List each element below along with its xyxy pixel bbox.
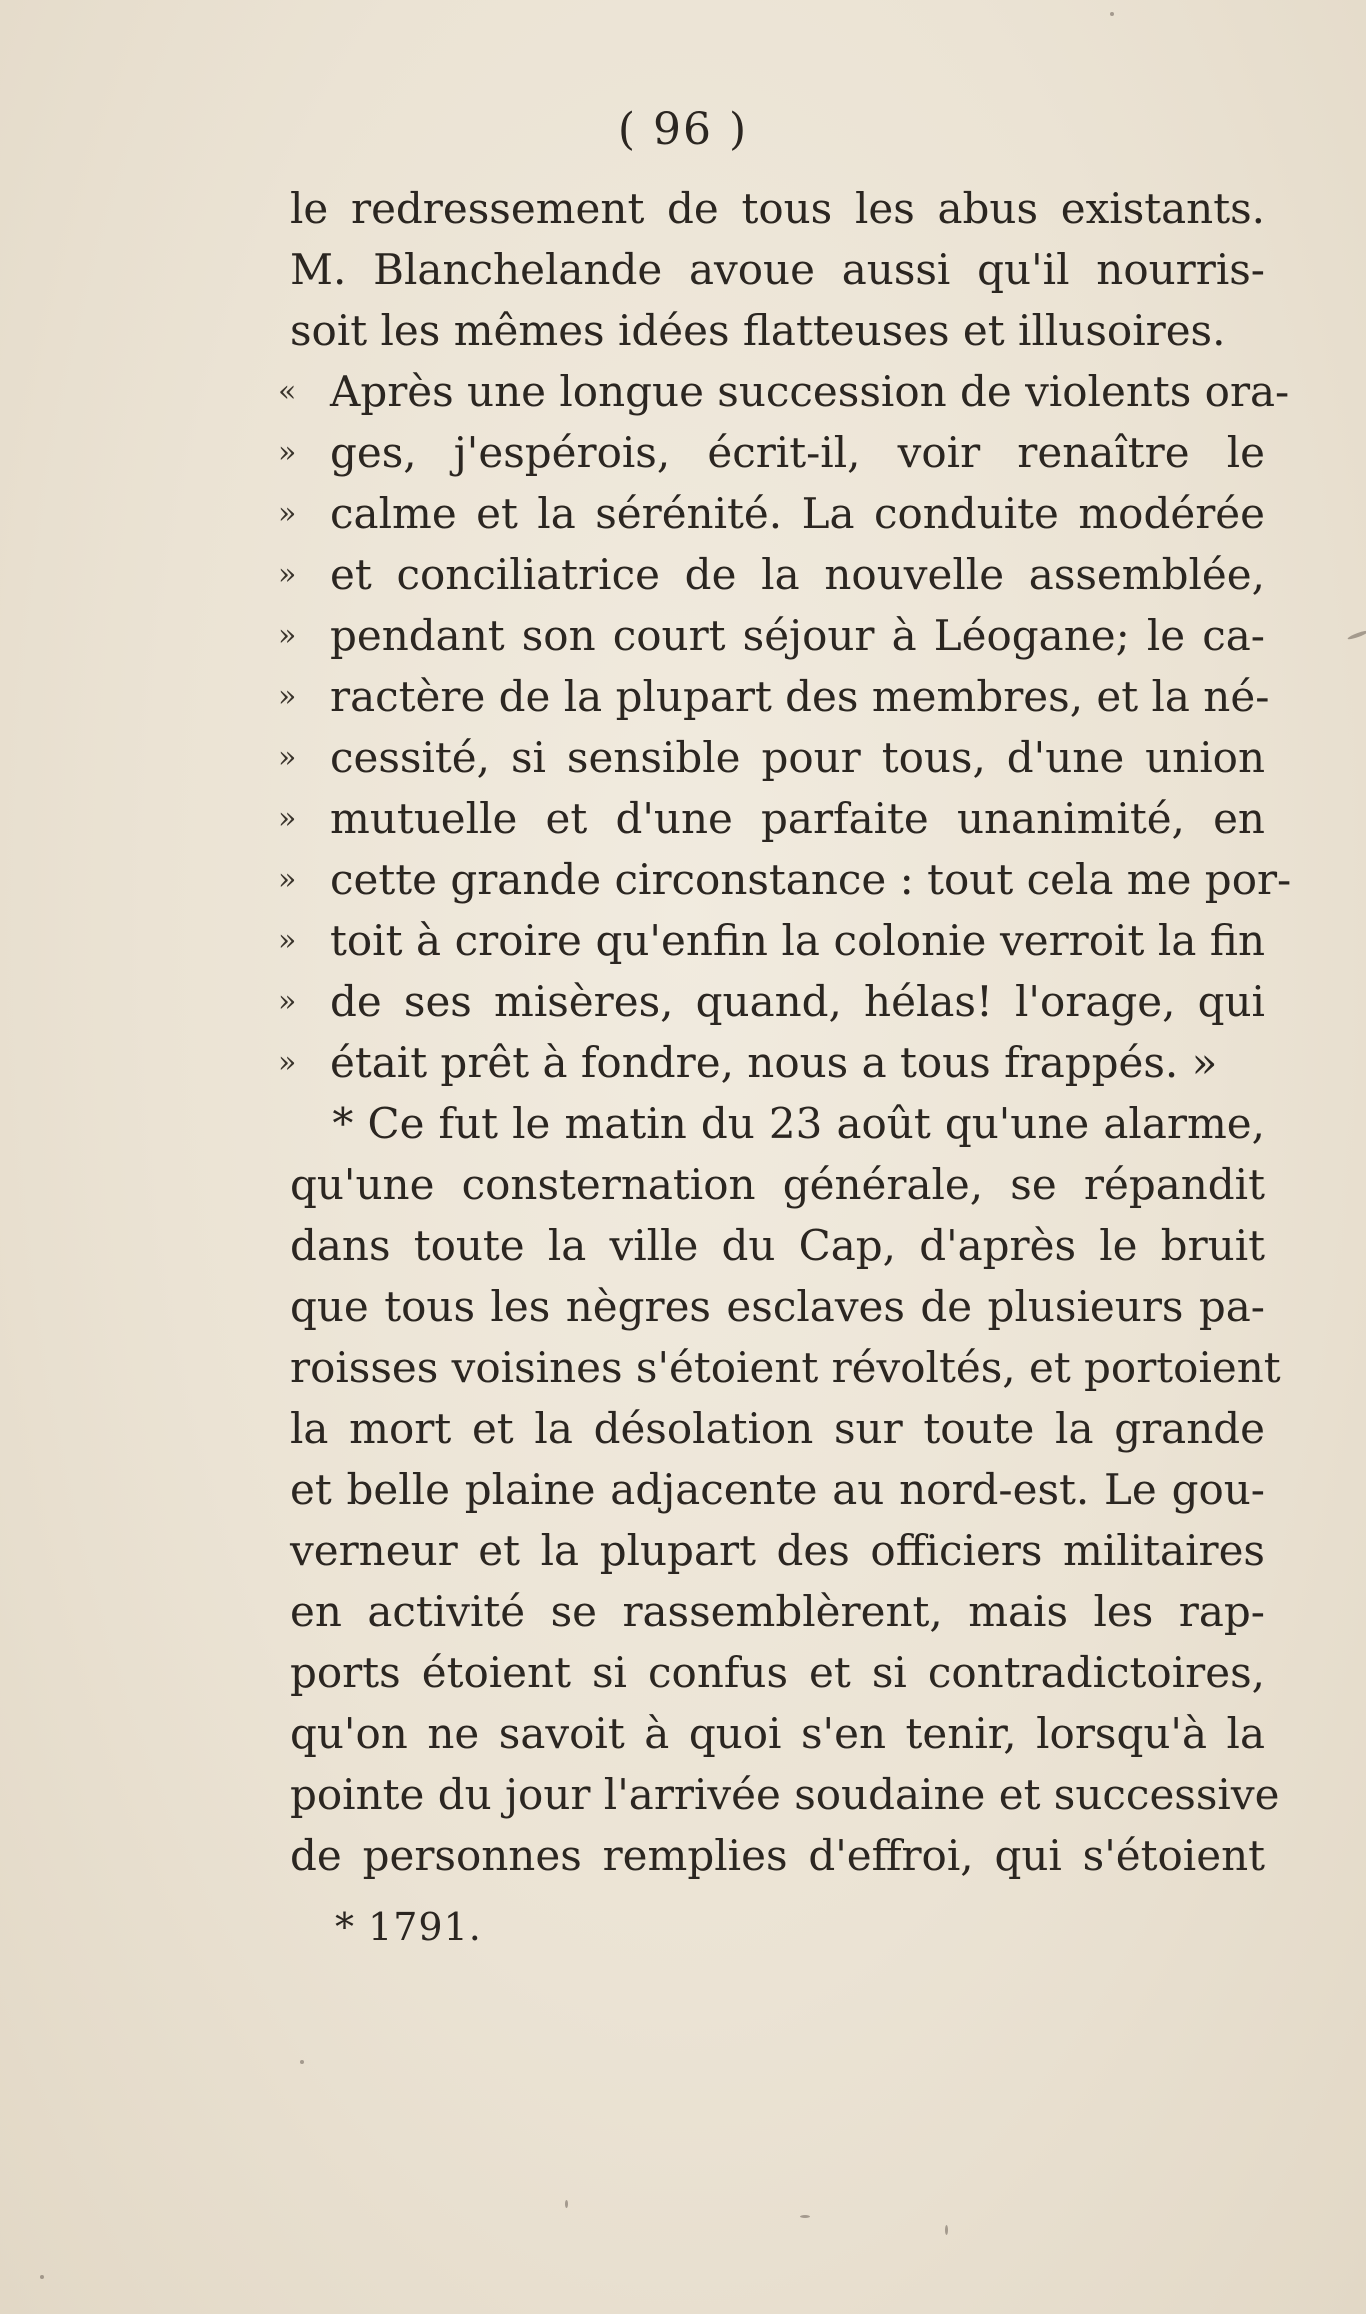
quote-text: de ses misères, quand, hélas! l'orage, qui xyxy=(330,977,1265,1026)
paragraph-line-13: de personnes remplies d'effroi, qui s'étoient xyxy=(290,1831,1265,1880)
paragraph-line-3: dans toute la ville du Cap, d'après le bruit xyxy=(290,1221,1265,1270)
opening-guillemet: « xyxy=(278,374,297,409)
quote-text: cessité, si sensible pour tous, d'une union xyxy=(330,733,1265,782)
quote-text: ges, j'espérois, écrit-il, voir renaître le xyxy=(330,428,1265,477)
paragraph-line-5: roisses voisines s'étoient révoltés, et portoient xyxy=(290,1343,1281,1392)
paragraph-line-1: * Ce fut le matin du 23 août qu'une alarme, xyxy=(290,1099,1265,1148)
paragraph-line-4: que tous les nègres esclaves de plusieurs pa- xyxy=(290,1282,1265,1331)
quote-text: était prêt à fondre, nous a tous frappés. » xyxy=(330,1038,1218,1087)
paper-speck xyxy=(1347,629,1366,640)
paper-speck xyxy=(1110,12,1114,16)
quote-line-2 xyxy=(278,422,1265,483)
quote-text: mutuelle et d'une parfaite unanimité, en xyxy=(330,794,1265,843)
quote-line-1 xyxy=(278,361,1290,422)
quote-text: Après une longue succession de violents ora- xyxy=(330,367,1290,416)
guillemet: » xyxy=(278,618,297,653)
guillemet: » xyxy=(278,557,297,592)
quote-text: cette grande circonstance : tout cela me por- xyxy=(330,855,1292,904)
paragraph-line-7: et belle plaine adjacente au nord-est. Le gou- xyxy=(290,1465,1265,1514)
paragraph-line-11: qu'on ne savoit à quoi s'en tenir, lorsqu'à la xyxy=(290,1709,1265,1758)
paper-speck xyxy=(40,2275,44,2279)
quote-line-12 xyxy=(278,1032,1265,1093)
guillemet: » xyxy=(278,1045,297,1080)
footnote: * 1791. xyxy=(335,1905,482,1949)
quote-line-11 xyxy=(278,971,1265,1032)
quote-text: et conciliatrice de la nouvelle assemblée, xyxy=(330,550,1265,599)
paragraph-line-12: pointe du jour l'arrivée soudaine et successive xyxy=(290,1770,1280,1819)
body-text xyxy=(278,178,1292,1886)
quote-text: ractère de la plupart des membres, et la né- xyxy=(330,672,1270,721)
paper-speck xyxy=(565,2200,568,2208)
guillemet: » xyxy=(278,679,297,714)
quote-line-7 xyxy=(278,727,1265,788)
paragraph-line-9: en activité se rassemblèrent, mais les rap- xyxy=(290,1587,1265,1636)
quote-line-5 xyxy=(278,605,1265,666)
paragraph-line-2: qu'une consternation générale, se répandit xyxy=(290,1160,1265,1209)
paragraph-line-6: la mort et la désolation sur toute la grande xyxy=(290,1404,1265,1453)
quote-line-6 xyxy=(278,666,1270,727)
quote-line-4 xyxy=(278,544,1265,605)
quote-line-3 xyxy=(278,483,1265,544)
guillemet: » xyxy=(278,740,297,775)
quote-line-9 xyxy=(278,849,1292,910)
paper-speck xyxy=(945,2225,948,2235)
text-line-2: M. Blanchelande avoue aussi qu'il nourris- xyxy=(290,245,1265,294)
text-line-3: soit les mêmes idées flatteuses et illusoires. xyxy=(290,306,1226,355)
guillemet: » xyxy=(278,984,297,1019)
quote-text: calme et la sérénité. La conduite modérée xyxy=(330,489,1265,538)
text-line-1: le redressement de tous les abus existants. xyxy=(290,184,1265,233)
quote-line-10 xyxy=(278,910,1265,971)
guillemet: » xyxy=(278,801,297,836)
paper-speck xyxy=(300,2060,304,2064)
paragraph-line-10: ports étoient si confus et si contradictoires, xyxy=(290,1648,1265,1697)
guillemet: » xyxy=(278,435,297,470)
guillemet: » xyxy=(278,862,297,897)
paragraph-line-8: verneur et la plupart des officiers militaires xyxy=(290,1526,1265,1575)
quote-line-8 xyxy=(278,788,1265,849)
quote-text: pendant son court séjour à Léogane; le ca- xyxy=(330,611,1265,660)
guillemet: » xyxy=(278,923,297,958)
guillemet: » xyxy=(278,496,297,531)
page-number: ( 96 ) xyxy=(617,104,749,155)
paper-speck xyxy=(800,2215,810,2218)
quote-text: toit à croire qu'enfin la colonie verroit la fin xyxy=(330,916,1265,965)
